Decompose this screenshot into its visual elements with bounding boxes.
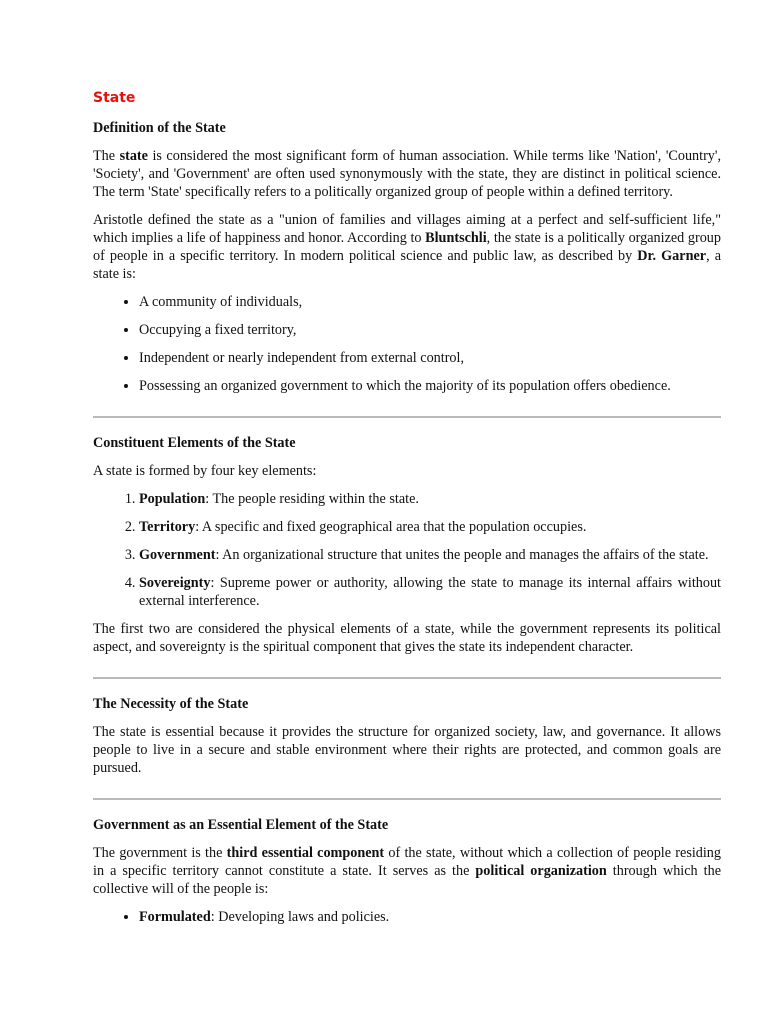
government-functions-list [93, 908, 721, 926]
section-heading-elements: Constituent Elements of the State [93, 435, 296, 451]
necessity-paragraph: The state is essential because it provides the structure for organized society, law, and governance. It allows people to live in a secure and stable environment where their rights are protected, and common goals are pursued. [93, 724, 721, 776]
elements-list [93, 490, 721, 610]
section-heading-government: Government as an Essential Element of the State [93, 817, 389, 833]
list-item: • Independent or nearly independent from external control, [139, 349, 721, 367]
list-item: • Occupying a fixed territory, [139, 321, 721, 339]
document-content [93, 89, 721, 936]
elements-intro: A state is formed by four key elements: [93, 463, 317, 479]
section-heading-definition: Definition of the State [93, 120, 226, 136]
definition-paragraph-2: Aristotle defined the state as a "union of families and villages aiming at a perfect and self-sufficient life," which implies a life of happiness and honor. According to Bluntschli, the state is a politically organized group of people in a specific territory. In modern political science and public law, as described by Dr. Garner, a state is: [93, 212, 721, 282]
section-divider [93, 416, 721, 418]
section-divider [93, 677, 721, 679]
government-paragraph: The government is the third essential component of the state, without which a collection of people residing in a specific territory cannot constitute a state. It serves as the political organization through which the collective will of the people is: [93, 845, 721, 897]
list-item: • Possessing an organized government to which the majority of its population offers obedience. [139, 377, 721, 395]
list-item: 4. Sovereignty: Supreme power or authority, allowing the state to manage its internal affairs without external interference. [139, 574, 721, 610]
list-item: • A community of individuals, [139, 293, 721, 311]
list-item: 2. Territory: A specific and fixed geographical area that the population occupies. [139, 518, 721, 536]
list-item: 3. Government: An organizational structure that unites the people and manages the affairs of the state. [139, 546, 721, 564]
section-divider [93, 798, 721, 800]
definition-paragraph-1: The state is considered the most significant form of human association. While terms like 'Nation', 'Country', 'Society', and 'Government' are often used synonymously with the state, they are distinct in political science. The term 'State' specifically refers to a politically organized group of people within a defined territory. [93, 148, 722, 200]
list-item: 1. Population: The people residing within the state. [139, 490, 721, 508]
garner-criteria-list [93, 293, 721, 395]
document-title: State [93, 90, 136, 106]
elements-outro: The first two are considered the physical elements of a state, while the government represents its political aspect, and sovereignty is the spiritual component that gives the state its independent character. [93, 621, 721, 655]
list-item: • Formulated: Developing laws and policies. [139, 908, 721, 926]
section-heading-necessity: The Necessity of the State [93, 696, 249, 712]
